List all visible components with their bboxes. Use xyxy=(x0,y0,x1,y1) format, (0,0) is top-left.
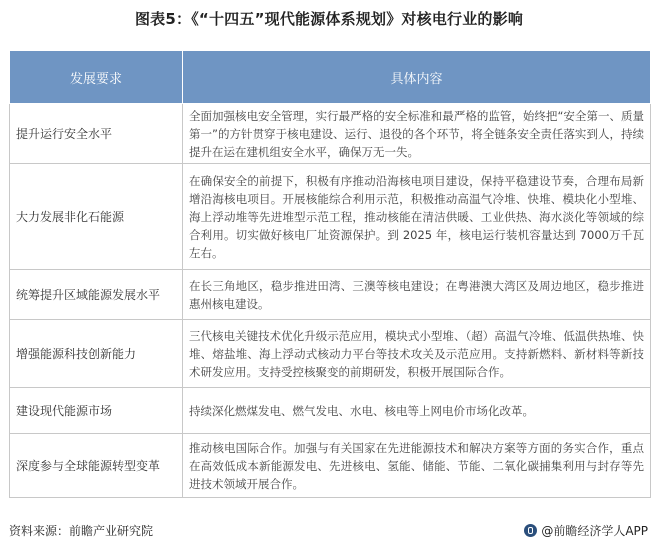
table-row xyxy=(10,320,651,388)
page-title: 图表5：《“十四五”现代能源体系规划》对核电行业的影响 xyxy=(134,10,524,28)
table-row xyxy=(10,104,651,164)
brand-label: @前瞻经济学人APP xyxy=(541,524,648,538)
column-header-requirement: 发展要求 xyxy=(10,51,183,104)
table-row xyxy=(10,270,651,320)
content-cell: 推动核电国际合作。加强与有关国家在先进能源技术和解决方案等方面的务实合作，重点在高效低成本新能源发电、先进核电、氢能、储能、节能、二氧化碳捕集利用与封存等先进技术领域开展合作。 xyxy=(183,434,651,498)
table-row xyxy=(10,388,651,434)
requirement-cell: 建设现代能源市场 xyxy=(10,388,183,434)
content-cell: 全面加强核电安全管理，实行最严格的安全标准和最严格的监管，始终把“安全第一、质量第一”的方针贯穿于核电建设、运行、退役的各个环节，将全链条安全责任落实到人，持续提升在运在建机组安全水平，确保万无一失。 xyxy=(183,104,651,164)
column-header-content: 具体内容 xyxy=(183,51,651,104)
requirement-cell: 统筹提升区域能源发展水平 xyxy=(10,270,183,320)
content-cell: 三代核电关键技术优化升级示范应用，模块式小型堆、（超）高温气冷堆、低温供热堆、快堆、熔盐堆、海上浮动式核动力平台等技术攻关及示范应用。支持新燃料、新材料等新技术研发应用。支持受控核聚变的前期研发，积极开展国际合作。 xyxy=(183,320,651,388)
requirement-cell: 提升运行安全水平 xyxy=(10,104,183,164)
content-cell: 持续深化燃煤发电、燃气发电、水电、核电等上网电价市场化改革。 xyxy=(183,388,651,434)
requirement-cell: 深度参与全球能源转型变革 xyxy=(10,434,183,498)
content-cell: 在长三角地区，稳步推进田湾、三澳等核电建设；在粤港澳大湾区及周边地区，稳步推进惠州核电建设。 xyxy=(183,270,651,320)
table-header-row xyxy=(10,51,651,104)
table-row xyxy=(10,434,651,498)
qianzhan-logo-icon xyxy=(524,524,537,537)
table-row xyxy=(10,164,651,270)
brand-credit xyxy=(524,522,648,539)
content-cell: 在确保安全的前提下，积极有序推动沿海核电项目建设，保持平稳建设节奏，合理布局新增沿海核电项目。开展核能综合利用示范，积极推动高温气冷堆、快堆、模块化小型堆、海上浮动堆等先进堆型示范工程，推动核能在清洁供暖、工业供热、海水淡化等领域的综合利用。切实做好核电厂址资源保护。到 2025 年，核电运行装机容量达到 7000万千瓦左右。 xyxy=(183,164,651,270)
source-note: 资料来源：前瞻产业研究院 xyxy=(9,524,154,538)
requirement-cell: 大力发展非化石能源 xyxy=(10,164,183,270)
requirement-cell: 增强能源科技创新能力 xyxy=(10,320,183,388)
policy-impact-table xyxy=(9,50,651,498)
